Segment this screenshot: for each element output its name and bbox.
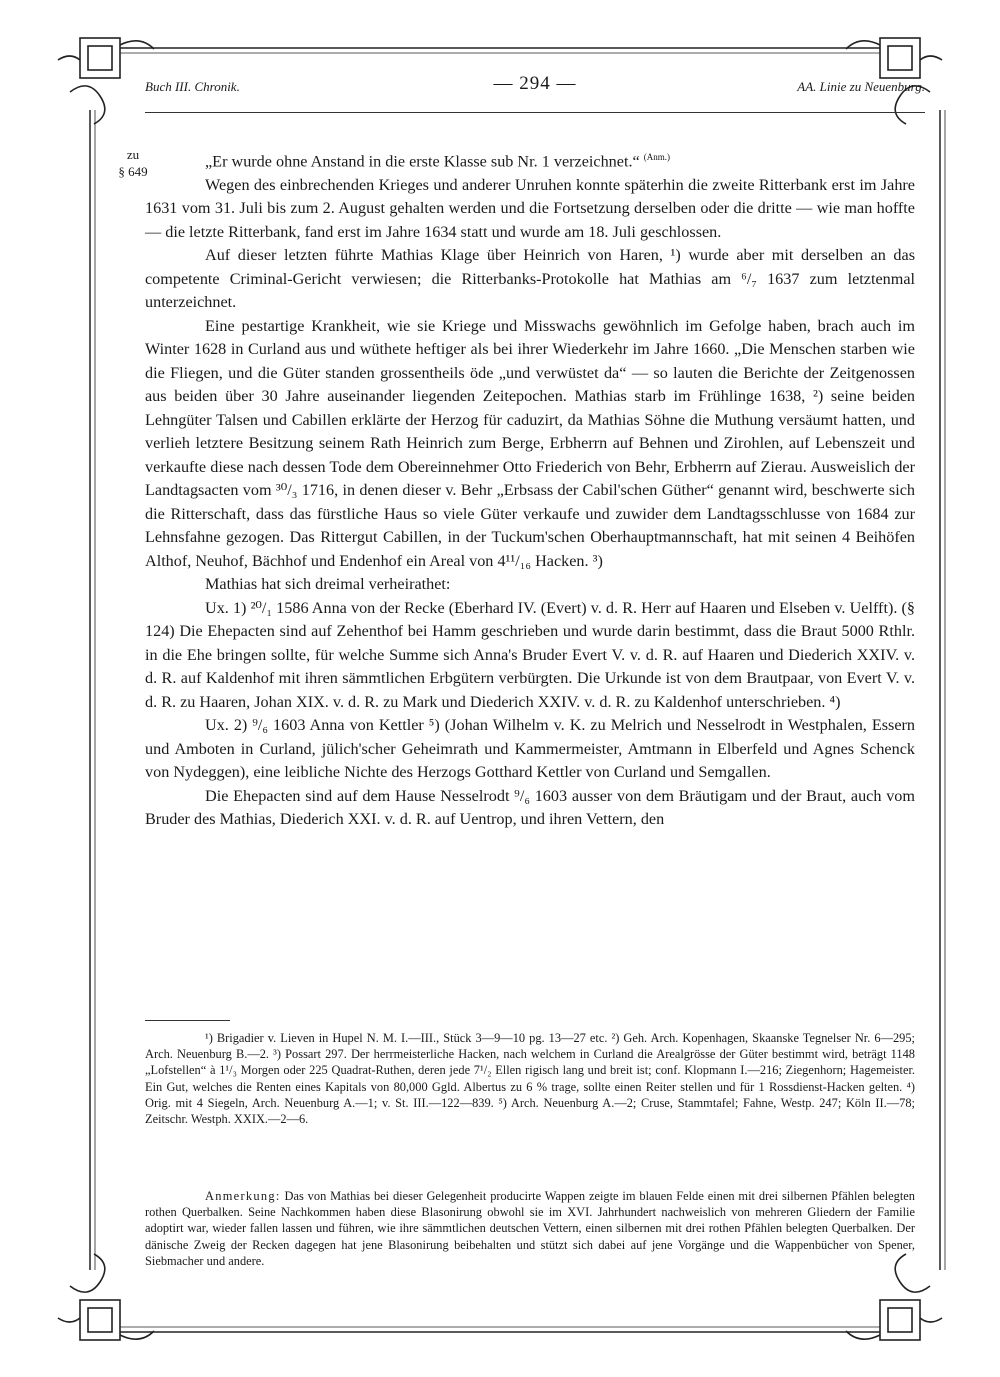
- main-text: [145, 146, 915, 832]
- footnote-rule: [145, 1020, 230, 1021]
- paragraph: Eine pestartige Krankheit, wie sie Kriege und Misswachs gewöhnlich im Gefolge haben, brach auch im Winter 1628 in Curland aus und wüthete heftiger als bei ihrer Wiederkehr im Jahre 1660. „Die Menschen starben wie die Fliegen, und die Güter standen grossentheils öde „und verwüstet da“ — so lauten die Berichte der Zeitgenossen aus beiden über 30 Jahre auseinander liegenden Zeitepochen. Mathias starb im Frühlinge 1638, ²) seine beiden Lehngüter Talsen und Cabillen erklärte der Herzog für caduzirt, da Mathias Söhne die Muthung versäumt hatten, und verlieh letztere Besitzung seinem Rath Heinrich zum Berge, Erbherrn auf Behnen und Zirohlen, auf Lebenszeit und verkaufte diese nach dessen Tode dem Obereinnehmer Otto Friederich von Behr, Erbherrn auf Zierau. Ausweislich der Landtagsacten vom ³⁰/₃ 1716, in denen dieser v. Behr „Erbsass der Cabil'schen Güther“ genannt wird, beschwerte sich die Ritterschaft, dass das fürstliche Haus so viele Güter verkaufe und zuwider dem Landtagsschlusse von 1684 zur Lehnsfahne gezogen. Das Rittergut Cabillen, in der Tuckum'schen Oberhauptmannschaft, hat mit seinen 4 Beihöfen Althof, Neuhof, Bächhof und Endenhof ein Areal von 4¹¹/₁₆ Hacken. ³): [145, 316, 915, 570]
- paragraph: „Er wurde ohne Anstand in die erste Klasse sub Nr. 1 verzeichnet.“ $^{(Anm.)}$: [205, 152, 670, 171]
- annotation-label: Anmerkung:: [205, 1189, 281, 1203]
- header-rule: [145, 112, 925, 113]
- header-book-title: Buch III. Chronik.: [145, 79, 240, 94]
- paragraph: Ux. 2) ⁹/₆ 1603 Anna von Kettler ⁵) (Johan Wilhelm v. K. zu Melrich und Nesselrodt in Westphalen, Essern und Amboten in Curland, jülich'scher Geheimrath und Kammermeister, Amtmann in Elberfeld und Agnes Schenck von Nydeggen), eine leibliche Nichte des Herzogs Gotthard Kettler von Curland und Semgallen.: [145, 716, 915, 782]
- header-lineage-title: AA. Linie zu Neuenburg.: [797, 79, 925, 94]
- paragraph: Ux. 1) ²⁰/₁ 1586 Anna von der Recke (Eberhard IV. (Evert) v. d. R. Herr auf Haaren und Elseben v. Uelfft). (§ 124) Die Ehepacten sind auf Zehenthof bei Hamm geschrieben und wurde darin bestimmt, dass die Braut 5000 Rthlr. in die Ehe bringen sollte, für welche Summe sich Anna's Bruder Evert V. v. d. R. auf Haaren und Diederich XXIV. v. d. R. auf Kaldenhof mit ihren sämmtlichen Erbgütern verbürgten. Die Urkunde ist von dem Brautpaar, von Evert V. v. d. R. zu Haaren, Johan XIX. v. d. R. zu Mark und Diederich XXIV. v. d. R. zu Kaldenhof unterschrieben. ⁴): [145, 598, 915, 711]
- paragraph: Wegen des einbrechenden Krieges und anderer Unruhen konnte späterhin die zweite Ritterbank erst im Jahre 1631 vom 31. Juli bis zum 2. August gehalten werden und die Fortsetzung derselben oder die dritte — wie man hoffte — die letzte Ritterbank, fand erst im Jahre 1634 statt und wurde am 18. Juli geschlossen.: [145, 175, 915, 241]
- anm-marker: (Anm.): [643, 152, 670, 162]
- annotation-text: Das von Mathias bei dieser Gelegenheit producirte Wappen zeigte im blauen Felde einen mit drei silbernen Pfählen belegten rothen Querbalken. Seine Nachkommen haben diese Blasonirung obwohl sie im XVI. Jahrhundert nachweislich von mehreren Gliedern der Familie adoptirt war, wieder fallen lassen und führen, wie ihre sämmtlichen deutschen Vettern, einen silbernen mit drei rothen Pfählen belegten Querbalken. Der dänische Zweig der Recken dagegen hat jene Blasonirung beibehalten und stützt sich dabei auf jene Vorgänge und die Wappenbücher von Spener, Siebmacher und andere.: [145, 1189, 915, 1268]
- margin-note-line1: zu: [126, 147, 140, 162]
- annotation-note: [145, 1188, 915, 1269]
- margin-note-line2: § 649: [118, 164, 148, 179]
- paragraph: Mathias hat sich dreimal verheirathet:: [205, 575, 451, 594]
- footnotes: ¹) Brigadier v. Lieven in Hupel N. M. I.—III., Stück 3—9—10 pg. 13—27 etc. ²) Geh. Arch. Kopenhagen, Skaanske Tegnelser Nr. 6—295; Arch. Neuenburg B.—2. ³) Possart 297. Der herrmeisterliche Hacken, nach welchem in Curland die Arealgrösse der Güter bestimmt wird, beträgt 1148 „Lofstellen“ à 1¹/₃ Morgen oder 225 Quadrat-Ruthen, deren jede 7¹/₂ Ellen rigisch lang und breit ist; conf. Klopmann I.—216; Ziegenhorn; Hagemeister. Ein Gut, welches die Renten eines Kapitals von 80,000 Ggld. Albertus zu 6 % trage, sollte einen Reiter stellen und für 1 Rossdienst-Hacken gelten. ⁴) Orig. mit 4 Siegeln, Arch. Neuenburg A.—1; v. St. III.—122—839. ⁵) Arch. Neuenburg A.—2; Cruse, Stammtafel; Fahne, Westp. 247; Köln II.—78; Zeitschr. Westph. XXIX.—2—6.: [145, 1031, 915, 1127]
- paragraph: Auf dieser letzten führte Mathias Klage über Heinrich von Haren, ¹) wurde aber mit derselben an das competente Criminal-Gericht verwiesen; die Ritterbanks-Protokolle hat Mathias am ⁶/₇ 1637 zum letztenmal unterzeichnet.: [145, 246, 915, 312]
- running-header: [145, 73, 925, 103]
- corner-ornament-top-left: [58, 38, 154, 124]
- paragraph: Die Ehepacten sind auf dem Hause Nesselrodt ⁹/₆ 1603 ausser von dem Bräutigam und der Braut, auch vom Bruder des Mathias, Diederich XXI. v. d. R. auf Uentrop, und ihren Vettern, den: [145, 786, 915, 829]
- page-number: — 294 —: [493, 73, 577, 94]
